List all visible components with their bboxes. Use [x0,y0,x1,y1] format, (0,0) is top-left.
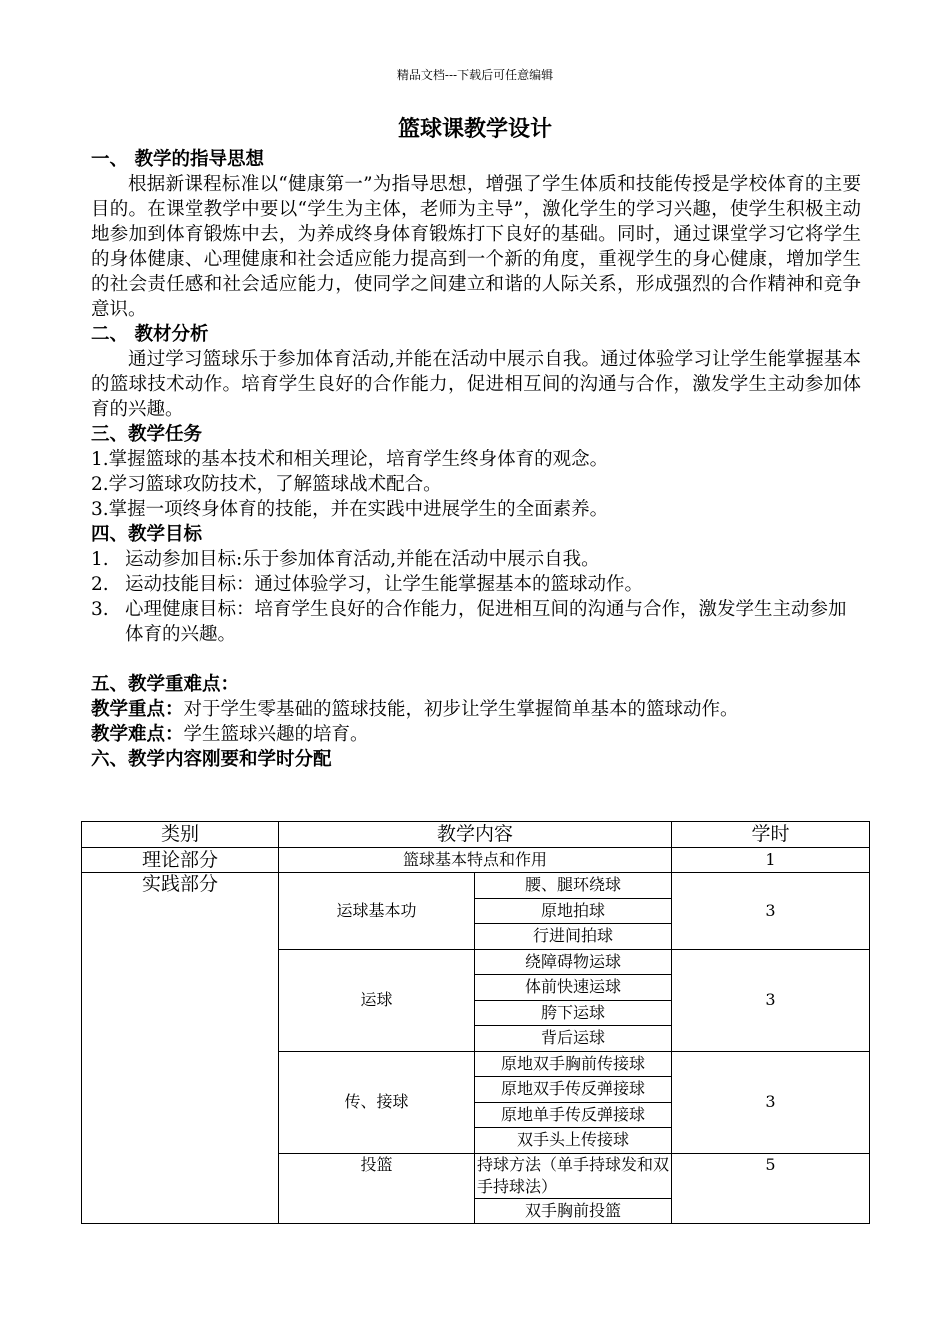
table-cell: 5 [672,1153,870,1224]
table-cell: 原地单手传反弹接球 [475,1102,672,1128]
key-point-label: 教学重点： [91,699,184,720]
list-text: 运动技能目标：通过体验学习，让学生能掌握基本的篮球动作。 [125,574,644,595]
paragraph: 通过学习篮球乐于参加体育活动,并能在活动中展示自我。通过体验学习让学生能掌握基本的篮球技术动作。培育学生良好的合作能力，促进相互间的沟通与合作，激发学生主动参加体育的兴趣。 [91,349,861,420]
page-header: 精品文档---下载后可任意编辑 [396,68,554,82]
document-body [91,147,861,772]
table-cell: 投篮 [279,1153,475,1224]
schedule-table [81,821,870,1224]
difficulty [91,722,861,747]
section-heading: 六、教学内容刚要和学时分配 [91,749,332,770]
difficulty-label: 教学难点： [91,724,184,745]
table-header: 类别 [82,822,279,848]
list-item: 1.掌握篮球的基本技术和相关理论，培育学生终身体育的观念。 [91,449,609,470]
table-cell: 1 [672,847,870,873]
table-cell: 腰、腿环绕球 [475,873,672,899]
table-cell: 理论部分 [82,847,279,873]
table-cell: 原地双手传反弹接球 [475,1077,672,1103]
table-cell: 胯下运球 [475,1000,672,1026]
key-point [91,697,861,722]
table-cell: 原地拍球 [475,898,672,924]
table-row [82,847,870,873]
table-cell: 持球方法（单手持球发和双手持球法） [475,1153,672,1198]
table-cell: 3 [672,873,870,950]
table-header-row [82,822,870,848]
table-cell: 体前快速运球 [475,975,672,1001]
table-row [82,873,870,899]
table-cell: 3 [672,949,870,1051]
table-cell: 3 [672,1051,870,1153]
table-cell: 双手胸前投篮 [475,1198,672,1224]
document-title: 篮球课教学设计 [397,116,552,142]
key-point-text: 对于学生零基础的篮球技能，初步让学生掌握简单基本的篮球动作。 [183,699,739,720]
difficulty-text: 学生篮球兴趣的培育。 [183,724,369,745]
section-heading: 五、教学重难点： [91,674,240,695]
list-number: 3. [91,599,109,620]
table-header: 教学内容 [279,822,672,848]
table-cell: 运球基本功 [279,873,475,950]
list-item: 2.学习篮球攻防技术，了解篮球战术配合。 [91,474,442,495]
section-heading: 三、教学任务 [91,424,203,445]
paragraph: 根据新课程标准以“健康第一”为指导思想，增强了学生体质和技能传授是学校体育的主要目的。在课堂教学中要以“学生为主体，老师为主导”，激化学生的学习兴趣，使学生积极主动地参加到体育锻炼中去，为养成终身体育锻炼打下良好的基础。同时，通过课堂学习它将学生的身体健康、心理健康和社会适应能力提高到一个新的角度，重视学生的身心健康，增加学生的社会责任感和社会适应能力，使同学之间建立和谐的人际关系，形成强烈的合作精神和竞争意识。 [91,174,861,320]
section-heading: 二、 教材分析 [91,324,209,345]
table-header: 学时 [672,822,870,848]
list-item [91,597,861,647]
list-number: 1. [91,549,109,570]
list-item: 3.掌握一项终身体育的技能，并在实践中进展学生的全面素养。 [91,499,609,520]
table-cell: 篮球基本特点和作用 [279,847,672,873]
table-cell: 背后运球 [475,1026,672,1052]
list-item [91,572,861,597]
section-heading: 一、 教学的指导思想 [91,149,264,170]
list-number: 2. [91,574,109,595]
list-text: 运动参加目标:乐于参加体育活动,并能在活动中展示自我。 [125,549,600,570]
section-heading: 四、教学目标 [91,524,203,545]
list-text: 心理健康目标：培育学生良好的合作能力，促进相互间的沟通与合作，激发学生主动参加体育的兴趣。 [125,599,847,645]
table-cell: 原地双手胸前传接球 [475,1051,672,1077]
table-cell: 双手头上传接球 [475,1128,672,1154]
table-cell: 实践部分 [82,873,279,1224]
list-item [91,547,861,572]
table-cell: 绕障碍物运球 [475,949,672,975]
table-cell: 传、接球 [279,1051,475,1153]
table-cell: 运球 [279,949,475,1051]
table-cell: 行进间拍球 [475,924,672,950]
